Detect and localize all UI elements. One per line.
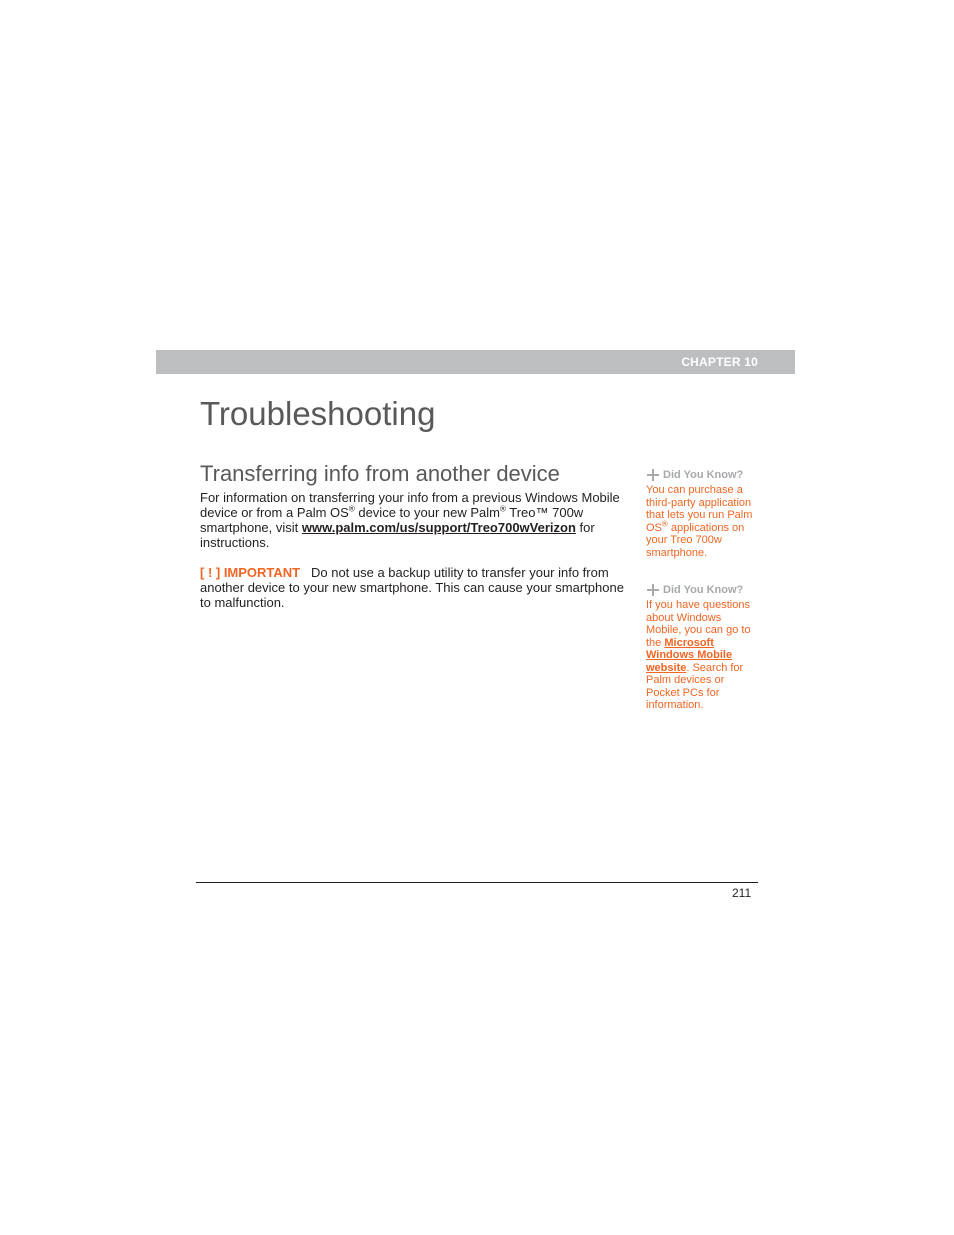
did-you-know-tip-2 <box>646 583 758 712</box>
plus-icon <box>646 583 660 597</box>
chapter-label: CHAPTER 10 <box>681 355 758 369</box>
important-note <box>200 565 625 610</box>
tip-text: If you have questions about Windows Mobile, you can go to the Microsoft Windows Mobile website. Search for Palm devices or Pocket PCs for information. <box>646 599 751 711</box>
transfer-info-paragraph: For information on transferring your info from a previous Windows Mobile device or from a Palm OS® device to your new Palm® Treo™ 700w smartphone, visit www.palm.com/us/support/Treo700wVerizon for instructions. <box>200 490 620 550</box>
palm-support-link[interactable]: www.palm.com/us/support/Treo700wVerizon <box>301 520 576 535</box>
page-title: Troubleshooting <box>200 395 436 432</box>
page-number: 211 <box>732 886 752 900</box>
footer-divider <box>196 882 758 883</box>
chapter-header-bar <box>156 350 795 374</box>
microsoft-windows-mobile-link[interactable]: Microsoft Windows Mobile website <box>646 636 733 674</box>
section-title: Transferring info from another device <box>200 461 560 486</box>
did-you-know-tip-1 <box>646 468 758 559</box>
tip-heading: Did You Know? <box>663 468 744 481</box>
tip-heading: Did You Know? <box>663 583 744 596</box>
important-label: [ ! ] IMPORTANT <box>200 565 301 580</box>
tip-text: You can purchase a third-party application that lets you run Palm OS® applications on your Treo 700w smartphone. <box>646 484 753 559</box>
plus-icon <box>646 468 660 482</box>
important-text: Do not use a backup utility to transfer your info from another device to your new smartphone. This can cause your smartphone to malfunction. <box>200 565 624 610</box>
